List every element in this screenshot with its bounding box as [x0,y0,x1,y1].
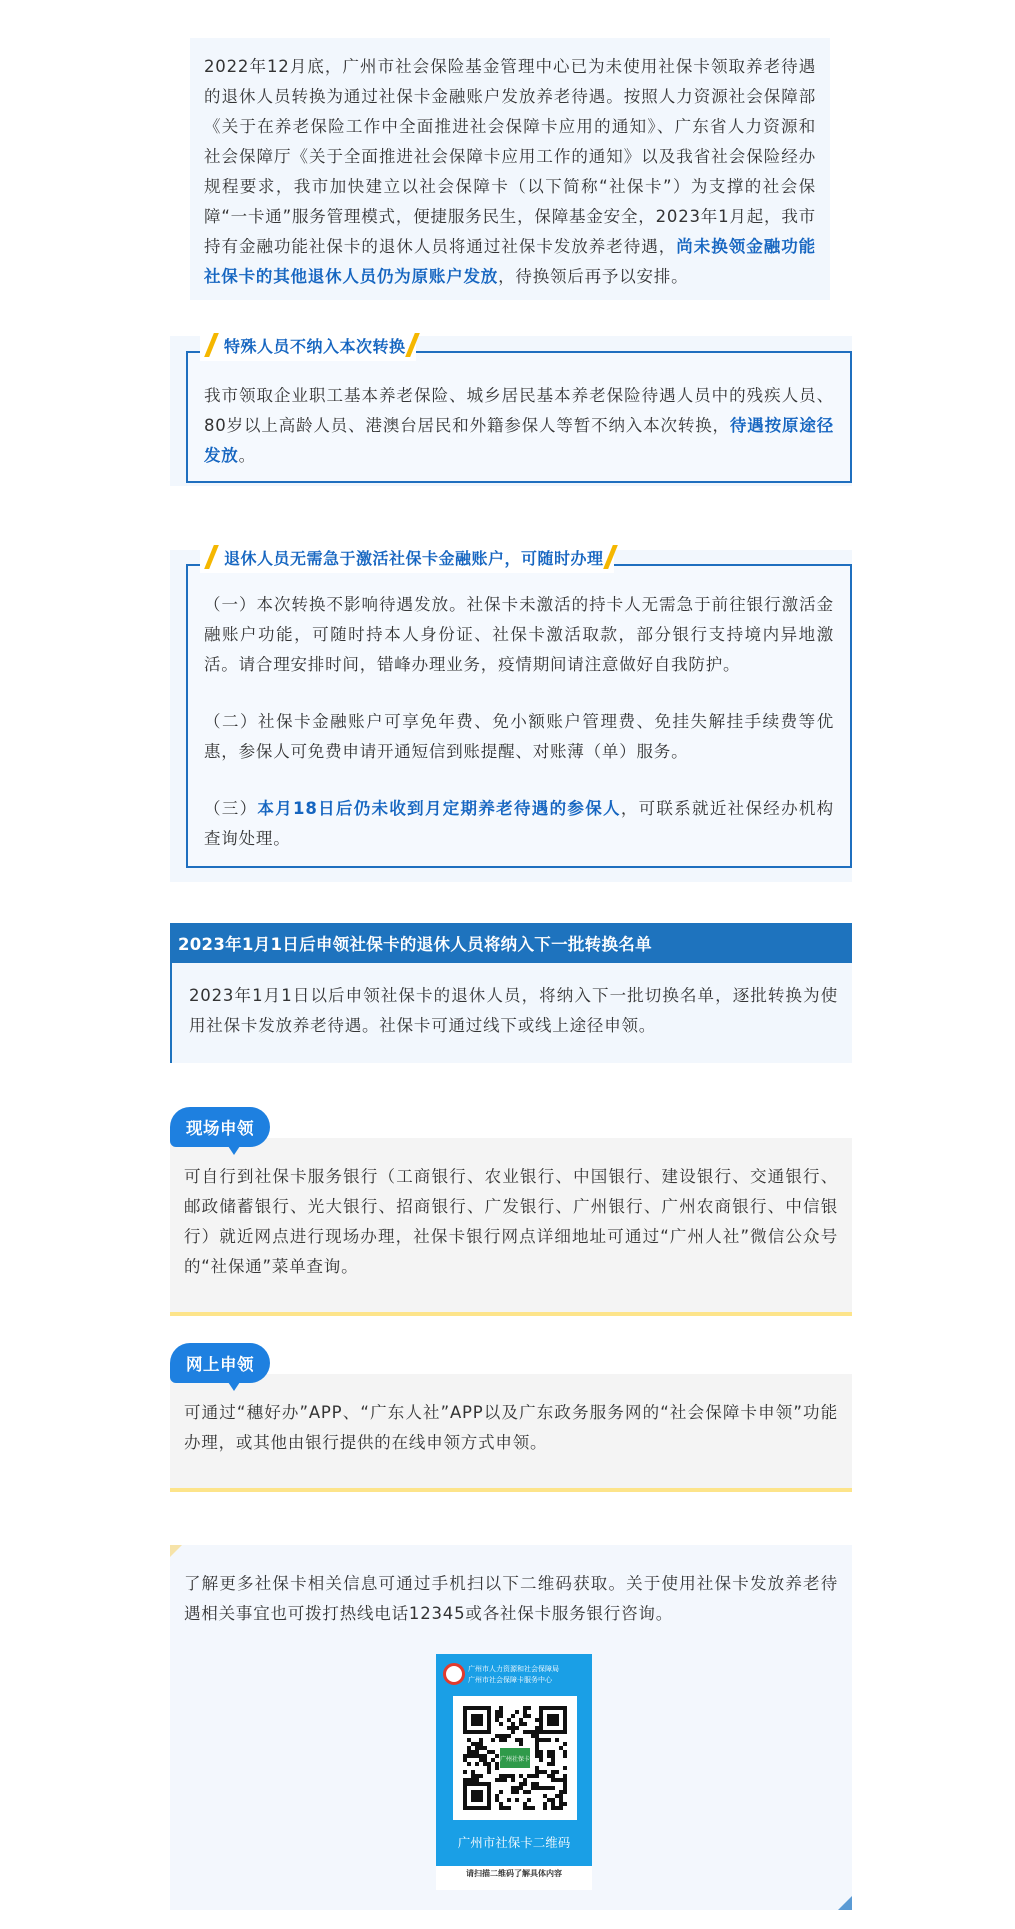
special-frame [186,351,852,483]
activation-paragraph-1: （一）本次转换不影响待遇发放。社保卡未激活的持卡人无需急于前往银行激活金融账户功能，可随时持本人身份证、社保卡激活取款，部分银行支持境内异地激活。请合理安排时间，错峰办理业务，疫情期间请注意做好自我防护。 [204,595,834,674]
special-title-tag [200,329,416,361]
corner-decoration-top-left [170,1545,182,1557]
special-text: 我市领取企业职工基本养老保险、城乡居民基本养老保险待遇人员中的残疾人员、80岁以上高龄人员、港澳台居民和外籍参保人等暂不纳入本次转换， [204,386,834,435]
qr-org-line-1: 广州市人力资源和社会保障局 [468,1665,559,1673]
qr-code-icon[interactable] [453,1696,577,1820]
tag-slash-left [204,545,219,569]
activation-paragraph-2: （二）社保卡金融账户可享免年费、免小额账户管理费、免挂失解挂手续费等优惠，参保人可免费申请开通短信到账提醒、对账薄（单）服务。 [204,712,834,761]
activation-frame [186,564,852,868]
online-text: 可通过“穗好办”APP、“广东人社”APP以及广东政务服务网的“社会保障卡申领”功能办理，或其他由银行提供的在线申领方式申领。 [184,1403,838,1452]
qr-card [436,1654,592,1890]
qr-caption-text: 广州市社保卡二维码 [457,1835,571,1850]
activation-title: 退休人员无需急于激活社保卡金融账户，可随时办理 [224,548,604,568]
qr-center-label: 广州社保卡 [499,1756,531,1763]
qr-blue-panel [436,1654,592,1866]
emblem-icon [443,1663,465,1685]
corner-decoration-bottom-right [838,1896,852,1910]
activation-p3-prefix: （三） [204,799,258,818]
info-text: 了解更多社保卡相关信息可通过手机扫以下二维码获取。关于使用社保卡发放养老待遇相关事宜也可拨打热线电话12345或各社保卡服务银行咨询。 [184,1574,838,1623]
special-tail: 。 [238,446,256,465]
intro-panel [190,38,830,300]
qr-code-area[interactable] [453,1696,577,1820]
onsite-card [170,1138,852,1316]
qr-org-line-2: 广州市社会保障卡服务中心 [468,1676,552,1684]
onsite-label-text: 现场申领 [186,1119,254,1138]
tag-slash-left [204,333,219,357]
onsite-text: 可自行到社保卡服务银行（工商银行、农业银行、中国银行、建设银行、交通银行、邮政储蓄银行、光大银行、招商银行、广发银行、广州银行、广州农商银行、中信银行）就近网点进行现场办理，社保卡银行网点详细地址可通过“广州人社”微信公众号的“社保通”菜单查询。 [184,1167,838,1276]
activation-title-tag [200,541,614,573]
intro-paragraph [204,52,816,292]
intro-highlight: 尚未换领金融功能社保卡的其他退休人员仍为原账户发放 [204,237,816,286]
intro-tail: ，待换领后再予以安排。 [498,267,689,286]
qr-caption [436,1822,592,1862]
next-batch-body [170,963,852,1063]
onsite-label [170,1107,270,1147]
online-label [170,1343,270,1383]
next-batch-title: 2023年1月1日后申领社保卡的退休人员将纳入下一批转换名单 [178,935,652,954]
special-title: 特殊人员不纳入本次转换 [224,336,406,356]
qr-note: 请扫描二维码了解具体内容 [466,1869,562,1878]
special-highlight: 待遇按原途径发放 [204,416,834,465]
next-batch-text: 2023年1月1日以后申领社保卡的退休人员，将纳入下一批切换名单，逐批转换为使用社保卡发放养老待遇。社保卡可通过线下或线上途径申领。 [189,986,838,1035]
online-label-text: 网上申领 [186,1355,254,1374]
online-card [170,1374,852,1492]
activation-p3-highlight: 本月18日后仍未收到月定期养老待遇的参保人 [257,799,621,818]
activation-paragraph-3 [204,794,834,854]
special-paragraph [204,381,834,471]
intro-text: 2022年12月底，广州市社会保险基金管理中心已为未使用社保卡领取养老待遇的退休人员转换为通过社保卡金融账户发放养老待遇。按照人力资源社会保障部《关于在养老保险工作中全面推进社会保障卡应用的通知》、广东省人力资源和社会保障厅《关于全面推进社会保障卡应用工作的通知》以及我省社会保险经办规程要求，我市加快建立以社会保障卡（以下简称“社保卡”）为支撑的社会保障“一卡通”服务管理模式，便捷服务民生，保障基金安全，2023年1月起，我市持有金融功能社保卡的退休人员将通过社保卡发放养老待遇， [204,57,816,256]
activation-p3-tail: ，可联系就近社保经办机构查询处理。 [204,799,834,848]
next-batch-header [170,923,852,963]
